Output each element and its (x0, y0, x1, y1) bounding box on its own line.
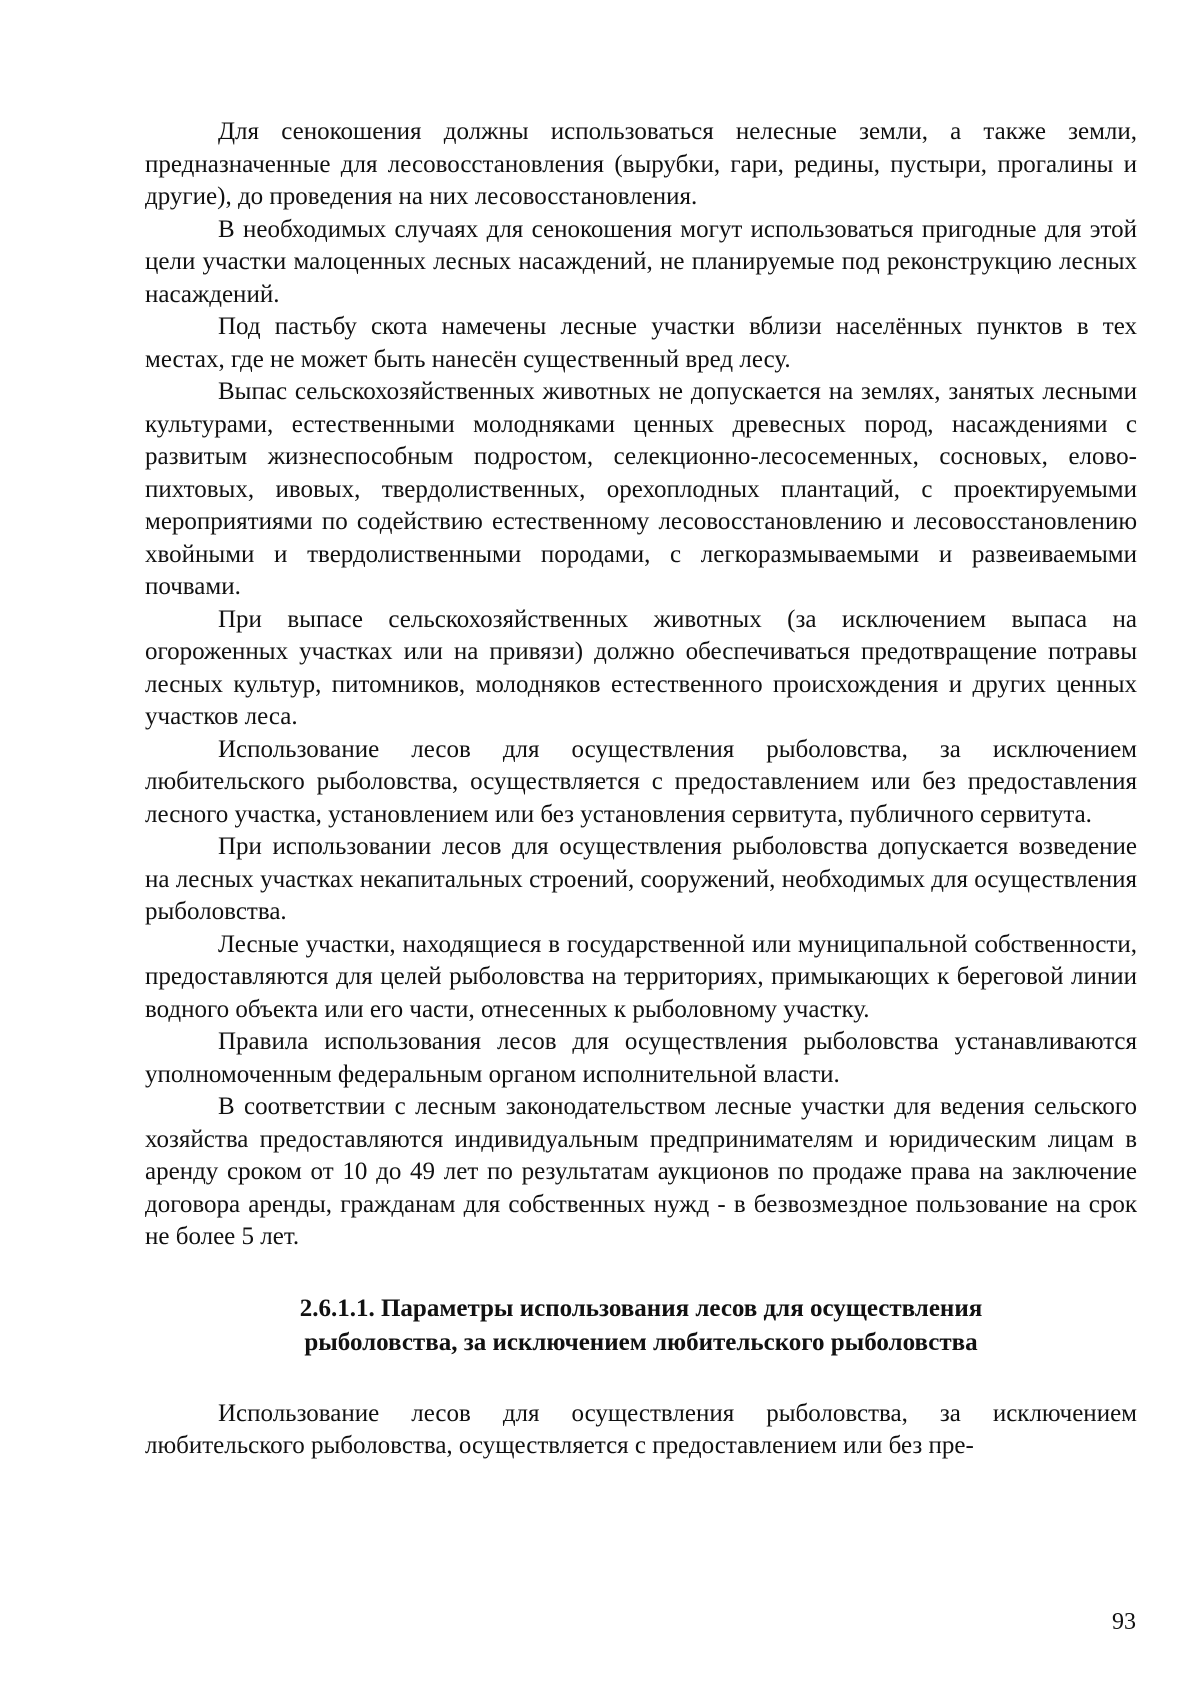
paragraph-fishing-structures: При использовании лесов для осуществления рыболовства допускается возведение на лесных участках некапитальных строений, сооружений, необходимых для осуществления рыболовства. (145, 833, 1137, 925)
paragraph-haymaking-low-value-stands: В необходимых случаях для сенокошения могут использоваться пригодные для этой цели участки малоценных лесных насаждений, не планируемые под реконструкцию лесных насаждений. (145, 215, 1137, 308)
paragraph-pasture-areas: Под пастьбу скота намечены лесные участки вблизи населённых пунктов в тех местах, где не может быть нанесён существенный вред лесу. (145, 313, 1137, 373)
section-heading (145, 1292, 1137, 1360)
paragraph-haymaking-lands: Для сенокошения должны использоваться нелесные земли, а также земли, предназначенные для лесовосстановления (вырубки, гари, редины, пустыри, прогалины и другие), до проведения на них лесовосстановления. (145, 118, 1137, 210)
paragraph-fishing-use: Использование лесов для осуществления рыболовства, за исключением любительского рыболовства, осуществляется с предоставлением или без предоставления лесного участка, установлением или без установления сервитута, публичного сервитута. (145, 735, 1137, 828)
paragraph-fishing-plots: Лесные участки, находящиеся в государственной или муниципальной собственности, предоставляются для целей рыболовства на территориях, примыкающих к береговой линии водного объекта или его части, отнесенных к рыболовному участку. (145, 930, 1137, 1023)
page-body (145, 116, 1137, 1463)
paragraph-fishing-rules: Правила использования лесов для осуществления рыболовства устанавливаются уполномоченным федеральным органом исполнительной власти. (145, 1028, 1137, 1088)
paragraph-agriculture-lease: В соответствии с лесным законодательством лесные участки для ведения сельского хозяйства предоставляются индивидуальным предпринимателям и юридическим лицам в аренду сроком от 10 до 49 лет по результатам аукционов по продаже права на заключение договора аренды, гражданам для собственных нужд - в безвозмездное пользование на срок не более 5 лет. (145, 1093, 1137, 1250)
section-heading-line-1: 2.6.1.1. Параметры использования лесов для осуществления (299, 1294, 983, 1322)
section-heading-line-2: рыболовства, за исключением любительского рыболовства (304, 1328, 978, 1356)
paragraph-grazing-restrictions: Выпас сельскохозяйственных животных не допускается на землях, занятых лесными культурами, естественными молодняками ценных древесных пород, насаждениями с развитым жизнеспособным подростом, селекционно-лесосеменных, сосновых, елово-пихтовых, ивовых, твердолиственных, орехоплодных плантаций, с проектируемыми мероприятиями по содействию естественному лесовосстановлению и лесовосстановлению хвойными и твердолиственными породами, с легкоразмываемыми и развеиваемыми почвами. (145, 378, 1137, 600)
page-number: 93 (1112, 1609, 1136, 1635)
paragraph-section-intro: Использование лесов для осуществления рыболовства, за исключением любительского рыболовства, осуществляется с предоставлением или без пре- (145, 1399, 1137, 1459)
paragraph-grazing-prevention: При выпасе сельскохозяйственных животных (за исключением выпаса на огороженных участках или на привязи) должно обеспечиваться предотвращение потравы лесных культур, питомников, молодняков естественного происхождения и других ценных участков леса. (145, 605, 1137, 730)
